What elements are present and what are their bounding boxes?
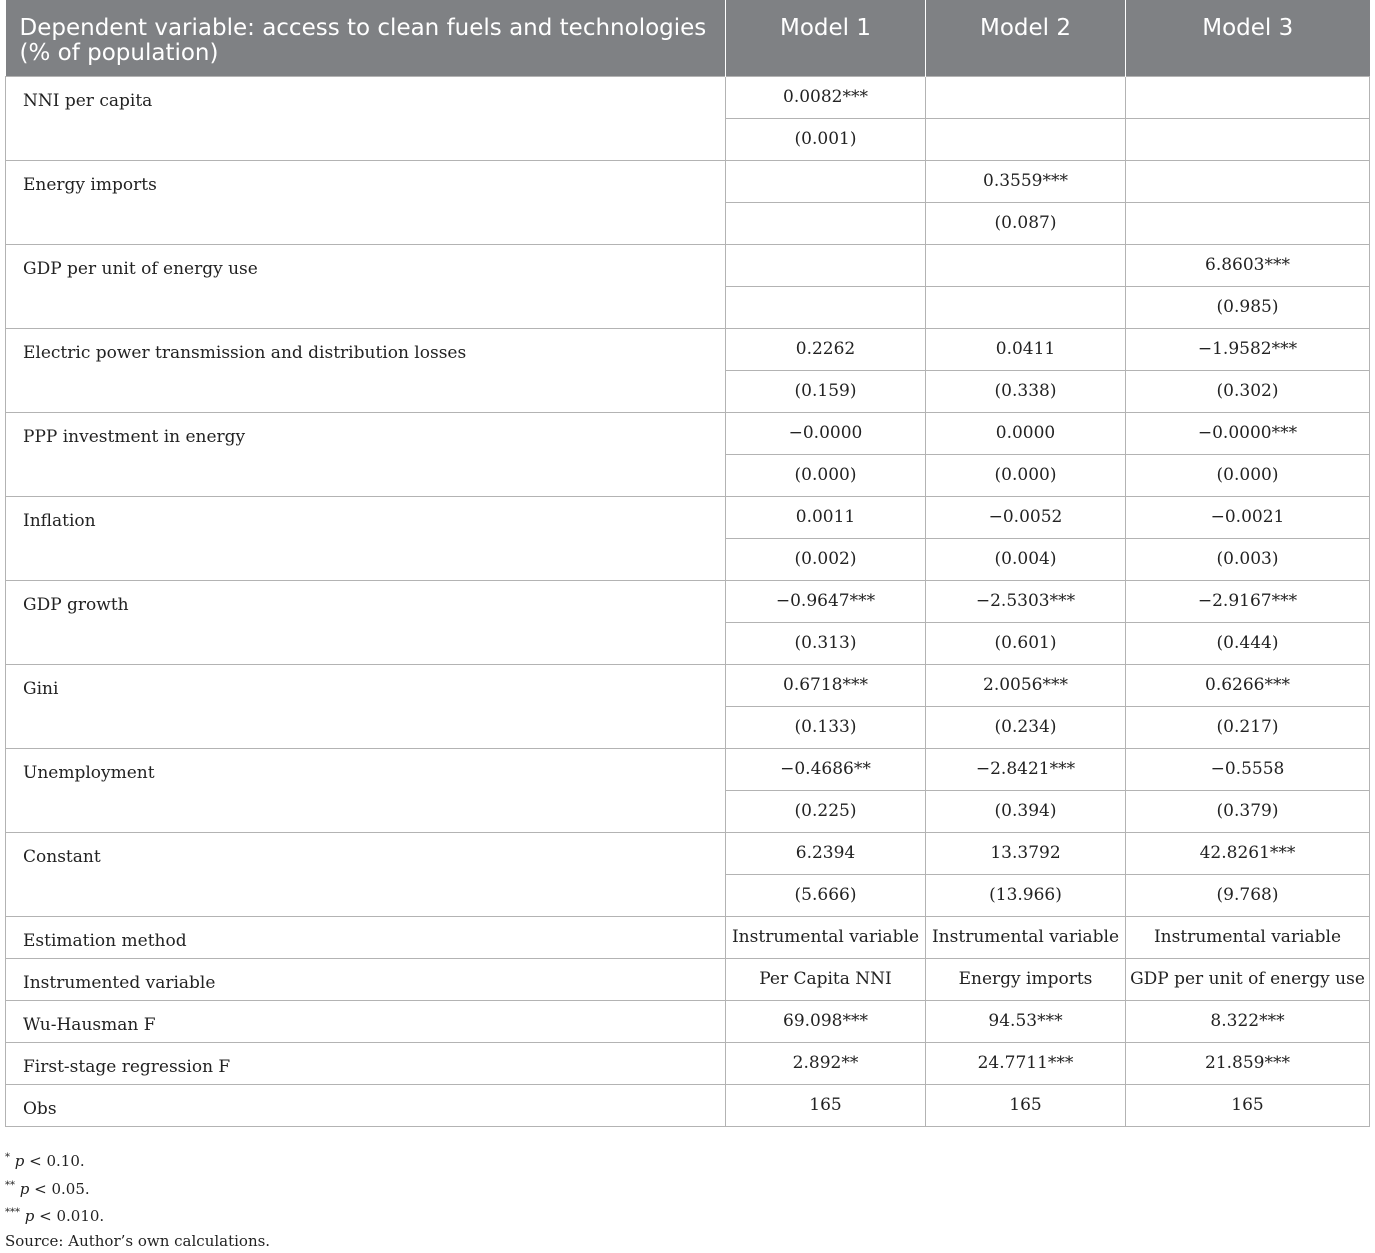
statistic-name: Estimation method xyxy=(6,916,726,958)
footnote: * p < 0.10. xyxy=(5,1146,270,1174)
table-row xyxy=(6,328,1370,370)
coefficient-cell xyxy=(726,160,926,202)
statistic-value: 24.7711*** xyxy=(926,1042,1126,1084)
statistic-value: Energy imports xyxy=(926,958,1126,1000)
standard-error-cell: (0.002) xyxy=(726,538,926,580)
standard-error-cell: (0.444) xyxy=(1126,622,1370,664)
statistic-name: Obs xyxy=(6,1084,726,1126)
table-row xyxy=(6,244,1370,286)
coefficient-cell: −0.0021 xyxy=(1126,496,1370,538)
table-row xyxy=(6,580,1370,622)
variable-name: GDP per unit of energy use xyxy=(6,244,726,328)
coefficient-cell: −2.8421*** xyxy=(926,748,1126,790)
coefficient-cell: 0.0011 xyxy=(726,496,926,538)
standard-error-cell xyxy=(1126,202,1370,244)
standard-error-cell xyxy=(1126,118,1370,160)
statistic-value: 21.859*** xyxy=(1126,1042,1370,1084)
standard-error-cell: (0.302) xyxy=(1126,370,1370,412)
table-row xyxy=(6,496,1370,538)
statistic-name: First-stage regression F xyxy=(6,1042,726,1084)
statistic-value: Instrumental variable xyxy=(726,916,926,958)
standard-error-cell: (0.000) xyxy=(726,454,926,496)
coefficient-cell: 0.3559*** xyxy=(926,160,1126,202)
standard-error-cell: (0.087) xyxy=(926,202,1126,244)
standard-error-cell: (0.985) xyxy=(1126,286,1370,328)
table-footnotes xyxy=(5,1146,270,1253)
statistic-value: 165 xyxy=(726,1084,926,1126)
variable-name: Gini xyxy=(6,664,726,748)
standard-error-cell: (0.000) xyxy=(926,454,1126,496)
variable-name: Unemployment xyxy=(6,748,726,832)
coefficient-cell: −0.4686** xyxy=(726,748,926,790)
coefficient-cell: −0.0052 xyxy=(926,496,1126,538)
table-row xyxy=(6,160,1370,202)
standard-error-cell: (0.003) xyxy=(1126,538,1370,580)
standard-error-cell: (0.004) xyxy=(926,538,1126,580)
variable-name: Constant xyxy=(6,832,726,916)
standard-error-cell: (5.666) xyxy=(726,874,926,916)
coefficient-cell: 42.8261*** xyxy=(1126,832,1370,874)
coefficient-cell: −1.9582*** xyxy=(1126,328,1370,370)
standard-error-cell xyxy=(726,202,926,244)
statistic-value: 8.322*** xyxy=(1126,1000,1370,1042)
coefficient-cell: 0.2262 xyxy=(726,328,926,370)
standard-error-cell: (0.234) xyxy=(926,706,1126,748)
standard-error-cell: (0.394) xyxy=(926,790,1126,832)
table-row xyxy=(6,412,1370,454)
table-row xyxy=(6,958,1370,1000)
table-row xyxy=(6,748,1370,790)
coefficient-cell: 0.0411 xyxy=(926,328,1126,370)
statistic-value: Per Capita NNI xyxy=(726,958,926,1000)
coefficient-cell: 13.3792 xyxy=(926,832,1126,874)
standard-error-cell: (9.768) xyxy=(1126,874,1370,916)
statistic-value: 165 xyxy=(1126,1084,1370,1126)
standard-error-cell: (0.313) xyxy=(726,622,926,664)
coefficient-cell: 0.6266*** xyxy=(1126,664,1370,706)
header-row xyxy=(6,0,1370,76)
statistic-value: Instrumental variable xyxy=(1126,916,1370,958)
standard-error-cell: (0.217) xyxy=(1126,706,1370,748)
coefficient-cell: 6.2394 xyxy=(726,832,926,874)
standard-error-cell: (0.159) xyxy=(726,370,926,412)
coefficient-cell: −0.5558 xyxy=(1126,748,1370,790)
statistic-value: 165 xyxy=(926,1084,1126,1126)
statistic-value: 2.892** xyxy=(726,1042,926,1084)
coefficient-cell: −2.9167*** xyxy=(1126,580,1370,622)
variable-name: NNI per capita xyxy=(6,76,726,160)
coefficient-cell: 0.0000 xyxy=(926,412,1126,454)
coefficient-cell xyxy=(1126,160,1370,202)
standard-error-cell: (0.338) xyxy=(926,370,1126,412)
footnote: *** p < 0.010. xyxy=(5,1201,270,1229)
standard-error-cell: (0.225) xyxy=(726,790,926,832)
footnote: ** p < 0.05. xyxy=(5,1174,270,1202)
coefficient-cell: 2.0056*** xyxy=(926,664,1126,706)
model-2-header: Model 2 xyxy=(926,0,1126,76)
statistic-value: 69.098*** xyxy=(726,1000,926,1042)
table-row xyxy=(6,832,1370,874)
coefficient-cell xyxy=(926,244,1126,286)
table-row xyxy=(6,664,1370,706)
standard-error-cell: (0.000) xyxy=(1126,454,1370,496)
standard-error-cell: (0.379) xyxy=(1126,790,1370,832)
source-note: Source: Author’s own calculations. xyxy=(5,1229,270,1253)
variable-name: Inflation xyxy=(6,496,726,580)
standard-error-cell: (0.133) xyxy=(726,706,926,748)
coefficient-cell xyxy=(726,244,926,286)
standard-error-cell xyxy=(926,286,1126,328)
dependent-variable-header: Dependent variable: access to clean fuels and technologies (% of population) xyxy=(6,0,726,76)
variable-name: PPP investment in energy xyxy=(6,412,726,496)
coefficient-cell: 6.8603*** xyxy=(1126,244,1370,286)
coefficient-cell: −0.0000*** xyxy=(1126,412,1370,454)
model-1-header: Model 1 xyxy=(726,0,926,76)
table-row xyxy=(6,76,1370,118)
coefficient-cell: 0.6718*** xyxy=(726,664,926,706)
statistic-name: Instrumented variable xyxy=(6,958,726,1000)
coefficient-cell: −2.5303*** xyxy=(926,580,1126,622)
coefficient-cell: −0.9647*** xyxy=(726,580,926,622)
statistic-value: 94.53*** xyxy=(926,1000,1126,1042)
standard-error-cell: (0.601) xyxy=(926,622,1126,664)
coefficient-cell: 0.0082*** xyxy=(726,76,926,118)
table-row xyxy=(6,1084,1370,1126)
coefficient-cell xyxy=(1126,76,1370,118)
standard-error-cell xyxy=(926,118,1126,160)
standard-error-cell: (0.001) xyxy=(726,118,926,160)
table-body xyxy=(6,76,1370,1126)
statistic-value: Instrumental variable xyxy=(926,916,1126,958)
table-row xyxy=(6,1042,1370,1084)
variable-name: GDP growth xyxy=(6,580,726,664)
variable-name: Energy imports xyxy=(6,160,726,244)
model-3-header: Model 3 xyxy=(1126,0,1370,76)
standard-error-cell xyxy=(726,286,926,328)
table-row xyxy=(6,1000,1370,1042)
standard-error-cell: (13.966) xyxy=(926,874,1126,916)
regression-table xyxy=(5,0,1370,1127)
coefficient-cell xyxy=(926,76,1126,118)
variable-name: Electric power transmission and distribution losses xyxy=(6,328,726,412)
coefficient-cell: −0.0000 xyxy=(726,412,926,454)
statistic-name: Wu-Hausman F xyxy=(6,1000,726,1042)
statistic-value: GDP per unit of energy use xyxy=(1126,958,1370,1000)
table-row xyxy=(6,916,1370,958)
